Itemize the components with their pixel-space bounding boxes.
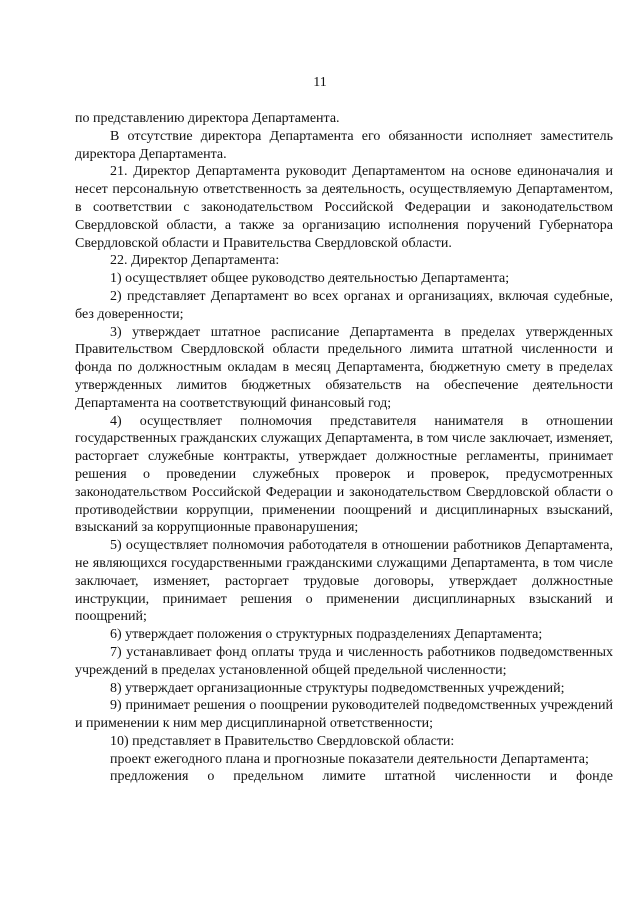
sub-item-annual-plan: проект ежегодного плана и прогнозные показатели деятельности Департамента; xyxy=(110,751,589,767)
paragraph-22: 22. Директор Департамента: xyxy=(110,253,280,269)
list-item-10: 10) представляет в Правительство Свердловской области: xyxy=(110,733,455,749)
list-item-5: 5) осуществляет полномочия работодателя в отношении работников Департамента, не являющихся государственными гражданскими служащими Департамента, в том числе заключает, изменяет, расторгает трудовые договоры, утверждает должностные инструкции, принимает решения о применении дисциплинарных взысканий и поощрений; xyxy=(75,538,613,625)
list-item-9: 9) принимает решения о поощрении руководителей подведомственных учреждений и применении к ним мер дисциплинарной ответственности; xyxy=(75,698,613,732)
document-body xyxy=(75,110,613,786)
list-item-3: 3) утверждает штатное расписание Департамента в пределах утвержденных Правительством Свердловской области предельного лимита штатной численности и фонда по должностным окладам в месяц Департамента, бюджетную смету в пределах утвержденных лимитов бюджетных обязательств на обеспечение деятельности Департамента на соответствующий финансовый год; xyxy=(75,324,613,411)
list-item-7: 7) устанавливает фонд оплаты труда и численность работников подведомственных учреждений в пределах установленной общей предельной численности; xyxy=(75,644,613,678)
list-item-4: 4) осуществляет полномочия представителя нанимателя в отношении государственных гражданских служащих Департамента, в том числе заключает, изменяет, расторгает служебные контракты, утверждает должностные регламенты, принимает решения о проведении служебных проверок и проверок, предусмотренных законодательством Российской Федерации и законодательством Свердловской области о противодействии коррупции, применении поощрений и дисциплинарных взысканий, взысканий за коррупционные правонарушения; xyxy=(75,413,613,536)
list-item-8: 8) утверждает организационные структуры подведомственных учреждений; xyxy=(110,680,565,696)
paragraph-21: 21. Директор Департамента руководит Департаментом на основе единоначалия и несет персональную ответственность за деятельность, осуществляемую Департаментом, в соответствии с законодательством Российской Федерации и законодательством Свердловской области, а также за организацию исполнения поручений Губернатора Свердловской области и Правительства Свердловской области. xyxy=(75,164,613,251)
list-item-6: 6) утверждает положения о структурных подразделениях Департамента; xyxy=(110,627,543,643)
paragraph-continuation: по представлению директора Департамента. xyxy=(75,111,340,126)
list-item-2: 2) представляет Департамент во всех органах и организациях, включая судебные, без доверенности; xyxy=(75,288,613,322)
paragraph-deputy: В отсутствие директора Департамента его обязанности исполняет заместитель директора Департамента. xyxy=(75,128,613,162)
sub-item-staff-limit: предложения о предельном лимите штатной численности и фонде xyxy=(110,769,613,785)
list-item-1: 1) осуществляет общее руководство деятельностью Департамента; xyxy=(110,271,510,287)
page-number: 11 xyxy=(313,75,327,90)
